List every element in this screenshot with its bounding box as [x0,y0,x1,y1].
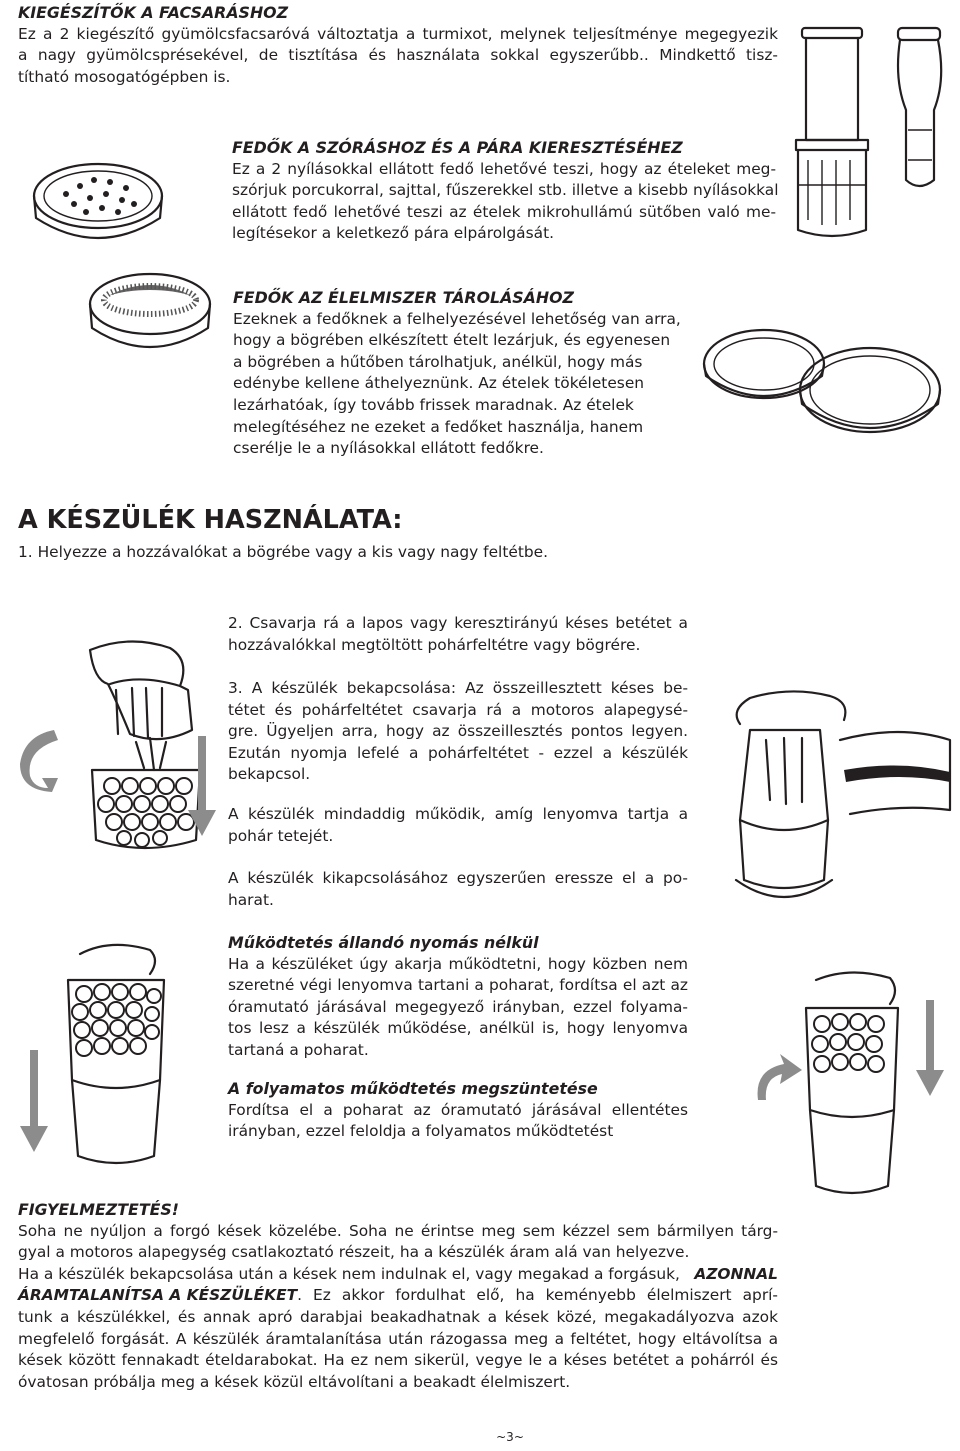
blade-assembly-illustration [20,630,220,860]
usage-hold-line-2: pohár tetejét. [228,826,334,845]
warning-line-5: tunk a készülékkel, és annak apró darabjai beakadhatnak a kések közé, megakadályozva azok [18,1307,778,1326]
usage-continuous-heading: Működtetés állandó nyomás nélkül [228,933,539,952]
warning-heading: FIGYELMEZTETÉS! [18,1200,179,1219]
warning-line-1: Soha ne nyúljon a forgó kések közelébe. Soha ne érintse meg sem kézzel sem bármilyen tárg- [18,1221,778,1240]
usage-heading: A KÉSZÜLÉK HASZNÁLATA: [18,505,403,535]
usage-step-3-line-1: 3. A készülék bekapcsolása: Az összeillesztett késes be- [228,679,688,697]
page-number: ~3~ [496,1430,524,1444]
usage-stop-line-2: irányban, ezzel feloldja a folyamatos működtetést [228,1122,614,1141]
usage-stop-heading: A folyamatos működtetés megszüntetése [228,1079,598,1098]
sprinkle-lid-heading: FEDŐK A SZÓRÁSHOZ ÉS A PÁRA KIERESZTÉSÉHEZ [232,138,683,157]
usage-step-2-line-1: 2. Csavarja rá a lapos vagy keresztirányú késes betétet a [228,614,688,632]
filled-cup-illustration [20,930,210,1180]
press-down-illustration [700,680,955,920]
accessories-line-1: Ez a 2 kiegészítő gyümölcsfacsaróvá változtatja a turmixot, melynek teljesítménye megegyezik [18,24,778,43]
warning-line-6: megfelelő forgását. A készülék áramtalanítása után rázogassa meg a feltétet, hogy eltávolítsa a [18,1329,778,1348]
warning-line-4 [18,1285,778,1307]
storage-lid-line-1: Ezeknek a fedőknek a felhelyezésével lehetőség van arra, [233,309,681,328]
warning-section [18,1199,778,1393]
usage-step-3 [228,678,688,786]
storage-lid-heading: FEDŐK AZ ÉLELMISZER TÁROLÁSÁHOZ [233,288,575,307]
sprinkle-lid-line-3: ellátott fedő lehetővé teszi az ételek mikrohullámú sütőben való me- [232,202,776,221]
usage-stop-line-1: Fordítsa el a poharat az óramutató járásával ellentétes [228,1100,688,1119]
storage-lid-line-4: edénybe kellene áthelyeznünk. Az ételek tökéletesen [233,374,645,393]
usage-continuous-line-5: tartaná a poharat. [228,1040,369,1059]
sprinkle-lid-line-4: legítésekor a keletkező pára elpárolgását. [232,224,554,243]
twist-cup-illustration [740,960,955,1210]
juicer-cup-illustration [788,20,953,250]
warning-line-4a: ÁRAMTALANÍTSA A KÉSZÜLÉKET [18,1286,298,1305]
storage-lid-line-3: a bögrében a hűtőben tárolhatjuk, anélkül, hogy más [233,352,643,371]
storage-lids-illustration [700,310,950,470]
storage-lid-line-5: lezárhatóak, így tovább frissek maradnak. Az ételek [233,395,634,414]
usage-step-3-line-3: gre. Ügyeljen arra, hogy az összeillesztés pontos legyen. [228,722,688,741]
usage-continuous-line-3: óramutató járásával megegyező irányban, ezzel folyama- [228,997,688,1016]
storage-lid-line-2: hogy a bögrében elkészített ételt lezárjuk, és egyenesen [233,331,671,350]
usage-continuous-line-4: tos lesz a készülék működése, anélkül is, hogy lenyomva [228,1019,688,1038]
sprinkle-lid-line-1: Ez a 2 nyílásokkal ellátott fedő lehetővé teszi, hogy az ételeket meg- [232,159,776,178]
usage-step-3-line-5: bekapcsol. [228,765,311,784]
accessories-line-2: a nagy gyümölcsprésekével, de tisztítása és használata sokkal egyszerűbb.. Mindkettő tisz- [18,46,778,65]
accessories-line-3: títható mosogatógépben is. [18,67,231,86]
usage-continuous [228,932,688,1062]
storage-lid-section [233,287,703,460]
usage-continuous-line-1: Ha a készüléket úgy akarja működtetni, hogy közben nem [228,954,688,973]
sprinkle-lid-line-2: szórjuk porcukorral, sajttal, fűszerekkel stb. illetve a kisebb nyílásokkal [232,181,779,200]
usage-continuous-line-2: szeretné végi lenyomva tartani a poharat, fordítsa el azt az [228,976,688,995]
usage-stop [228,1078,688,1143]
usage-hold [228,804,688,847]
usage-release-line-1: A készülék kikapcsolásához egyszerűen eressze el a po- [228,869,688,887]
steam-lid-illustration [84,270,216,370]
warning-line-3 [18,1264,778,1286]
warning-line-2: gyal a motoros alapegység csatlakoztató részeit, ha a készülék áram alá van helyezve. [18,1243,690,1262]
sprinkle-lid-illustration [28,158,168,258]
usage-hold-line-1: A készülék mindaddig működik, amíg lenyomva tartja a [228,805,688,823]
usage-step-3-line-2: tétet és pohárfeltétet csavarja rá a motoros alapegysé- [228,700,688,719]
storage-lid-line-7: cserélje le a nyílásokkal ellátott fedőkre. [233,439,544,458]
sprinkle-lid-section [232,137,779,245]
storage-lid-line-6: melegítéséhez ne ezeket a fedőket használja, hanem [233,417,644,436]
usage-release-line-2: harat. [228,890,274,909]
warning-line-7: kések között fennakadt ételdarabokat. Ha ez nem sikerül, vegye le a késes betétet a pohárról és [18,1351,778,1370]
usage-step-2 [228,613,688,656]
warning-line-3a: Ha a készülék bekapcsolása után a kések nem indulnak el, vagy megakad a forgásuk, [18,1264,680,1283]
warning-line-3b: AZONNAL [694,1264,778,1283]
usage-step-1: 1. Helyezze a hozzávalókat a bögrébe vagy a kis vagy nagy feltétbe. [18,543,548,561]
usage-step-3-line-4: Ezután nyomja lefelé a pohárfeltétet - ezzel a készülék [228,743,688,762]
accessories-section [18,2,778,88]
accessories-heading: KIEGÉSZÍTŐK A FACSARÁSHOZ [18,3,289,22]
usage-release [228,868,688,911]
warning-line-8: óvatosan próbálja meg a kések közül eltávolítani a beakadt élelmiszert. [18,1372,571,1391]
usage-step-2-line-2: hozzávalókkal megtöltött pohárfeltétre vagy bögrére. [228,635,641,654]
warning-line-4b: . Ez akkor fordulhat elő, ha keményebb élelmiszert aprí- [297,1286,778,1305]
